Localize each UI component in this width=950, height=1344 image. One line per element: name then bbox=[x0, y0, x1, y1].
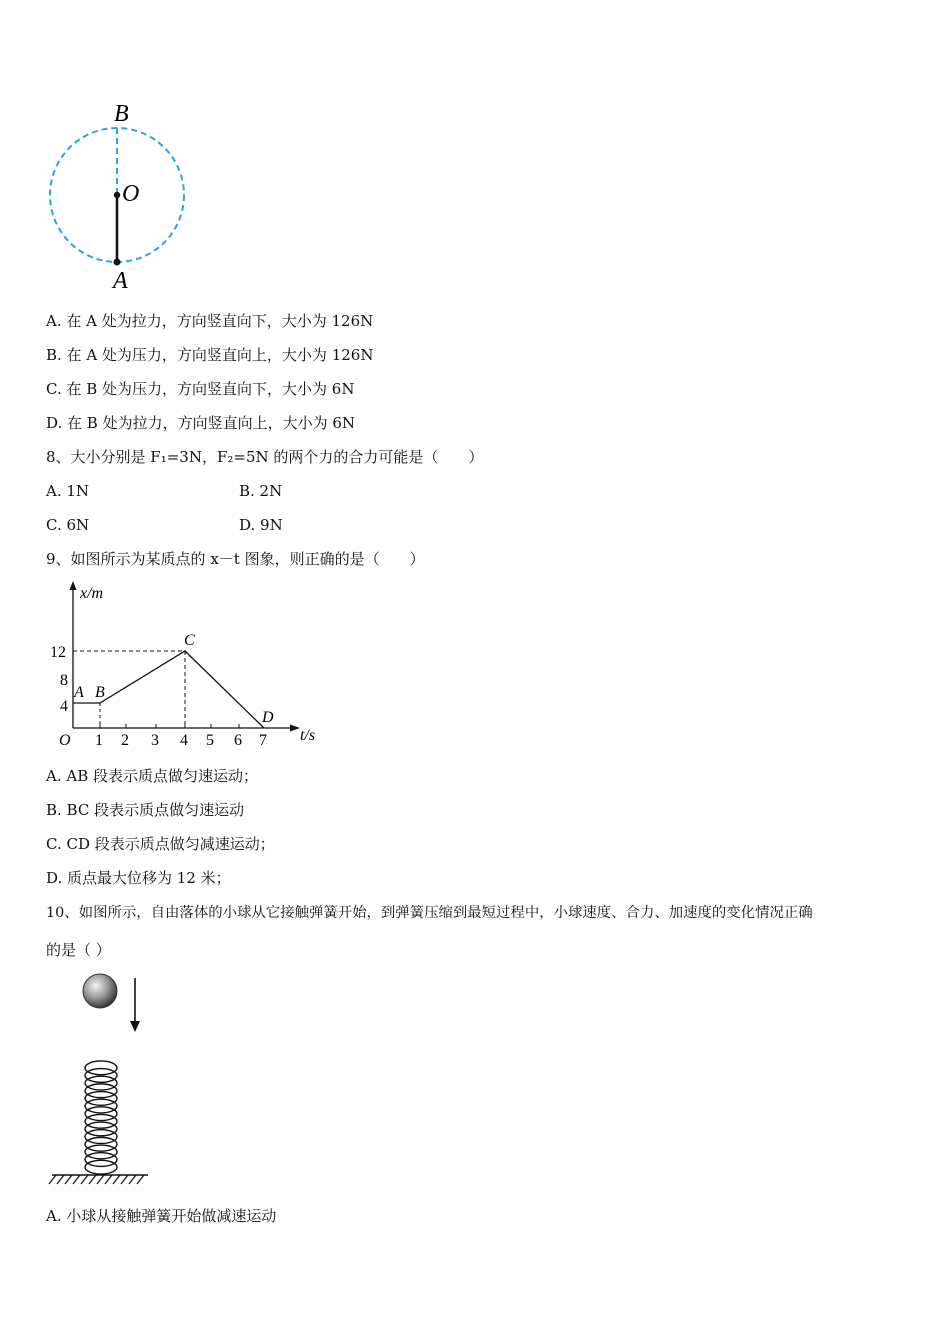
ball bbox=[83, 974, 117, 1008]
x-axis-label: t/s bbox=[300, 727, 316, 744]
spring-coil bbox=[85, 1137, 117, 1151]
q8-option-b: B. 2N bbox=[239, 482, 283, 500]
label-O: O bbox=[122, 181, 140, 207]
falling-arrow-head bbox=[130, 1021, 140, 1032]
q8-stem: 8、大小分别是 F₁=3N，F₂=5N 的两个力的合力可能是（ ） bbox=[46, 448, 484, 466]
q9-option-d: D. 质点最大位移为 12 米； bbox=[46, 869, 231, 887]
y-tick-label-8: 8 bbox=[60, 672, 68, 689]
label-A: A bbox=[113, 268, 128, 294]
point-O bbox=[114, 192, 120, 198]
hatch-line bbox=[81, 1175, 88, 1184]
spring-coil bbox=[85, 1061, 117, 1075]
spring-coil bbox=[85, 1092, 117, 1106]
hatch-line bbox=[49, 1175, 56, 1184]
y-axis-arrow bbox=[70, 581, 77, 590]
point-label-D: D bbox=[262, 709, 274, 726]
q10-stem-line2: 的是（ ） bbox=[46, 941, 111, 959]
q8-option-a: A. 1N bbox=[46, 482, 90, 500]
point-label-C: C bbox=[184, 632, 195, 649]
hatch-line bbox=[65, 1175, 72, 1184]
spring bbox=[85, 1061, 117, 1174]
spring-coil bbox=[85, 1099, 117, 1113]
q10-option-a: A. 小球从接触弹簧开始做减速运动 bbox=[46, 1207, 277, 1225]
spring-coil bbox=[85, 1153, 117, 1167]
q7-option-a: A. 在 A 处为拉力，方向竖直向下，大小为 126N bbox=[46, 312, 374, 330]
spring-coil bbox=[85, 1145, 117, 1159]
spring-coil bbox=[85, 1114, 117, 1128]
q7-option-b: B. 在 A 处为压力，方向竖直向上，大小为 126N bbox=[46, 346, 374, 364]
x-tick-label-6: 6 bbox=[234, 732, 242, 749]
point-A bbox=[114, 259, 121, 266]
point-label-A: A bbox=[74, 684, 84, 701]
x-tick-label-2: 2 bbox=[121, 732, 129, 749]
spring-coil bbox=[85, 1130, 117, 1144]
circle-figure bbox=[40, 95, 200, 300]
hatch-line bbox=[89, 1175, 96, 1184]
q9-option-a: A. AB 段表示质点做匀速运动； bbox=[46, 767, 258, 785]
y-axis-label: x/m bbox=[80, 585, 104, 602]
y-tick-label-12: 12 bbox=[50, 644, 66, 661]
x-tick-label-1: 1 bbox=[95, 732, 103, 749]
y-tick-label-4: 4 bbox=[60, 698, 68, 715]
hatch-line bbox=[57, 1175, 64, 1184]
hatch-line bbox=[97, 1175, 104, 1184]
spring-coil bbox=[85, 1069, 117, 1083]
q8-option-c: C. 6N bbox=[46, 516, 90, 534]
spring-coil bbox=[85, 1160, 117, 1174]
hatch-line bbox=[113, 1175, 120, 1184]
x-tick-label-7: 7 bbox=[259, 732, 267, 749]
point-label-B: B bbox=[95, 684, 105, 701]
x-axis-arrow bbox=[290, 725, 300, 732]
q9-option-b: B. BC 段表示质点做匀速运动 bbox=[46, 801, 245, 819]
hatch-line bbox=[73, 1175, 80, 1184]
q9-stem: 9、如图所示为某质点的 x－t 图象，则正确的是（ ） bbox=[46, 550, 425, 568]
ground-hatching bbox=[49, 1175, 144, 1184]
x-tick-label-5: 5 bbox=[206, 732, 214, 749]
spring-coil bbox=[85, 1084, 117, 1098]
q8-option-d: D. 9N bbox=[239, 516, 283, 534]
spring-coil bbox=[85, 1076, 117, 1090]
q9-option-c: C. CD 段表示质点做匀减速运动； bbox=[46, 835, 275, 853]
q7-option-c: C. 在 B 处为压力，方向竖直向下，大小为 6N bbox=[46, 380, 355, 398]
hatch-line bbox=[121, 1175, 128, 1184]
q7-option-d: D. 在 B 处为拉力，方向竖直向上，大小为 6N bbox=[46, 414, 356, 432]
x-tick-label-3: 3 bbox=[151, 732, 159, 749]
spring-coil bbox=[85, 1107, 117, 1121]
x-tick-label-4: 4 bbox=[180, 732, 188, 749]
spring-ball-figure bbox=[44, 968, 159, 1190]
label-B: B bbox=[114, 101, 129, 127]
spring-coil bbox=[85, 1122, 117, 1136]
hatch-line bbox=[137, 1175, 144, 1184]
q10-stem-line1: 10、如图所示，自由落体的小球从它接触弹簧开始，到弹簧压缩到最短过程中，小球速度、合力、加速度的变化情况正确 bbox=[46, 905, 813, 921]
x-t-graph bbox=[44, 578, 329, 750]
origin-label: O bbox=[59, 732, 71, 749]
hatch-line bbox=[105, 1175, 112, 1184]
hatch-line bbox=[129, 1175, 136, 1184]
